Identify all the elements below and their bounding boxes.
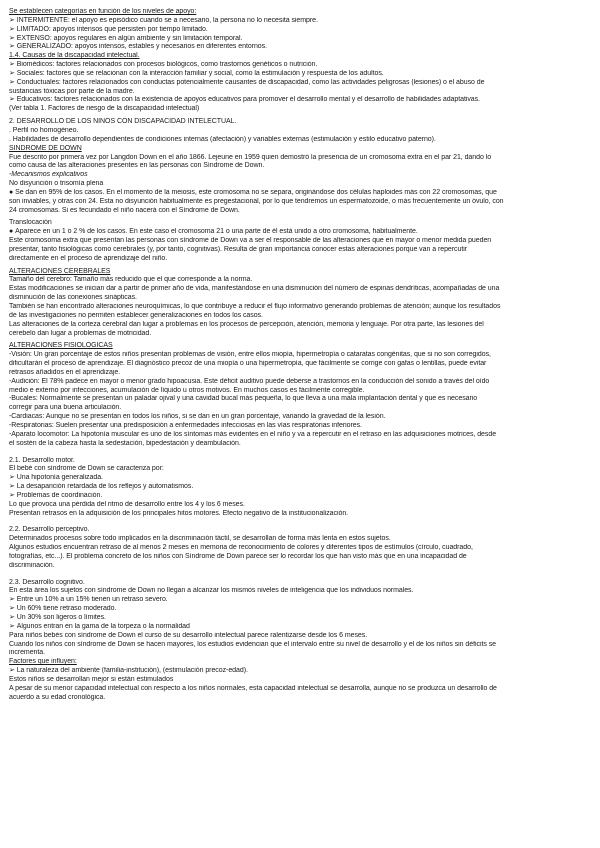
text-line: fotografías, etc...). El problema concreto de los niños con Síndrome de Down parece ser lo recordar los que han visto más que en una incapacidad de	[9, 552, 467, 560]
text-line: dificultarán el proceso de aprendizaje. El diagnóstico precoz de una miopía o una hipermetropía, que fácilmente se corrige con gafas o lentillas, puede evitar	[9, 360, 487, 368]
arrow-bullet-item: ➢ Conductuales: factores relacionados con conductas potencialmente causantes de discapacidad, como las actividades peligrosas (lesiones) o el abuso de	[9, 79, 591, 88]
text-line: discriminación.	[9, 561, 55, 569]
text-line: 24 cromosomas. Si es fecundado el niño nacerá con el Síndrome de Down.	[9, 206, 240, 214]
text-line: Algunos estudios encuentran retraso de al menos 2 meses en memoria de reconocimiento de colores y diferentes tipos de estímulos (círculo, cuadrado,	[9, 544, 473, 552]
text-line: En esta área los sujetos con síndrome de Down no llegan a alcanzar los mismos niveles de inteligencia que los individuos normales.	[9, 587, 414, 595]
text-line: Estos niños se desarrollan mejor si están estimulados	[9, 675, 174, 683]
text-line: corregir para una buena articulación.	[9, 404, 122, 412]
section-heading: Se establecen categorías en función de los niveles de apoyo:	[9, 8, 197, 15]
text-line: -Audición: El 78% padece en mayor o menor grado hipoacusia. Este déficit auditivo puede deberse a trastornos en la conducción del sonido a través del oído	[9, 377, 490, 385]
section-heading: 1.4. Causas de la discapacidad intelectual.	[9, 52, 140, 60]
text-line: -Cardiacas: Aunque no se presentan en todos los niños, si se dan en un gran porcentaje, variando la gravedad de la lesión.	[9, 413, 386, 421]
text-line: cerebelo dan lugar a problemas de motricidad.	[9, 329, 152, 337]
arrow-bullet-item: ➢ Problemas de coordinación.	[9, 492, 591, 501]
text-line: presentar, tanto fisiológicas como cerebrales (y, por tanto, cognitivas). Resulta de gran importancia conocer estas alteraciones porque van a repercutir	[9, 245, 468, 253]
text-line: 2.3. Desarrollo cognitivo.	[9, 578, 85, 586]
section-heading: ALTERACIONES CEREBRALES	[9, 267, 111, 275]
section-heading: Factores que influyen:	[9, 658, 77, 666]
section-heading: SÍNDROME DE DOWN	[9, 144, 82, 152]
text-line: Tamaño del cerebro: Tamaño más reducido que el que corresponde a la norma.	[9, 276, 253, 284]
arrow-bullet-item: ➢ Entre un 10% a un 15% tienen un retraso severo.	[9, 596, 591, 605]
text-line: El bebé con síndrome de Down se caracteriza por:	[9, 465, 164, 473]
text-line: A pesar de su menor capacidad intelectual con respecto a los niños normales, esta capacidad intelectual se desarrolla, aunque no se produzca un desarrollo de	[9, 684, 497, 692]
text-line: Lo que provoca una pérdida del ritmo de desarrollo entre los 4 y los 6 meses.	[9, 500, 245, 508]
arrow-bullet-item: ➢ La desaparición retardada de los reflejos y automatismos.	[9, 483, 591, 492]
text-line: . Perfil no homogéneo.	[9, 126, 79, 134]
arrow-bullet-item: ➢ Un 30% son ligeros o límites.	[9, 614, 591, 623]
text-line: -Visión: Un gran porcentaje de estos niños presentan problemas de visión, entre ellos miopía, hipermetropía o cataratas congénitas, que si no son corregidos,	[9, 351, 491, 359]
text-line: Fue descrito por primera vez por Langdon Down en el año 1866. Lejeune en 1959 quien demostró la presencia de un cromosoma extra en el par 21, dando lo	[9, 153, 492, 161]
text-line: Estas modificaciones se inician dar a partir de primer año de vida, manifestándose en una disminución del número de espinas dendríticas, acompañadas de una	[9, 285, 500, 293]
arrow-bullet-item: ➢ EXTENSO: apoyos regulares en algún ambiente y sin limitación temporal.	[9, 35, 591, 44]
section-heading: ALTERACIONES FISIOLÓGICAS	[9, 342, 113, 350]
arrow-bullet-item: ➢ Educativos: factores relacionados con la existencia de apoyos educativos para promover el desarrollo mental y el desarrollo de habilidades adaptativas.	[9, 96, 591, 105]
text-line: sustancias tóxicas por parte de la madre.	[9, 87, 135, 95]
text-line: Este cromosoma extra que presentan las personas con síndrome de Down va a ser el responsable de las alteraciones que en mayor o menor medida pueden	[9, 237, 492, 245]
text-line: medio e externo por infecciones, acumulación de líquido u otros motivos. En muchos casos es fácilmente corregible.	[9, 386, 365, 394]
text-line: -Bucales: Normalmente se presentan un paladar ojival y una cavidad bucal más pequeña, lo que lleva a una mala implantación dental y que es necesario	[9, 395, 478, 403]
text-line: acuerdo a su edad cronológica.	[9, 693, 106, 701]
text-line: (Ver tabla 1. Factores de riesgo de la discapacidad intelectual)	[9, 105, 200, 113]
text-line: 2.2. Desarrollo perceptivo.	[9, 526, 90, 534]
text-line: disminución de las conexiones sinápticas.	[9, 294, 137, 302]
text-line: son inviables, y otras con 24. Esta no disyunción habitualmente es pregestacional, por lo que tendremos un espermatozoide, o más frecuentemente un óvulo, con	[9, 197, 504, 205]
text-line: También se han encontrado alteraciones neuroquímicas, lo que contribuye a reducir el flujo informativo generando problemas de atención; aunque los resultados	[9, 303, 501, 310]
text-line: -Respiratorias: Suelen presentar una predisposición a enfermedades infecciosas en las vías respiratorias inferiores.	[9, 421, 362, 429]
arrow-bullet-item: ➢ LIMITADO: apoyos intensos que persisten por tiempo limitado.	[9, 26, 591, 35]
text-line: -Aparato locomotor: La hipotonía muscular es uno de los síntomas más evidentes en el niño y va a repercutir en el retraso en las adquisiciones motrices, desde	[9, 430, 497, 438]
text-line: retrasos añadidos en el aprendizaje.	[9, 368, 121, 376]
text-line: de las investigaciones no permiten establecer generalizaciones en todos los casos.	[9, 311, 263, 319]
bullet-item: ● Se dan en 95% de los casos. En el momento de la meiosis, este cromosoma no se separa, originándose dos células haploides más con 22 cromosomas, que	[9, 189, 591, 198]
text-line: . Habilidades de desarrollo dependientes de condiciones internas (afectación) y variables externas (estimulación y estilo educativo paterno).	[9, 135, 436, 143]
arrow-bullet-item: ➢ Un 60% tiene retraso moderado.	[9, 605, 591, 614]
text-line: Determinados procesos sobre todo implicados en la discriminación táctil, se desarrollan de forma más lenta en estos sujetos.	[9, 535, 391, 543]
arrow-bullet-item: ➢ La naturaleza del ambiente (familia-institución), (estimulación precoz-edad).	[9, 667, 591, 676]
text-line: Presentan retrasos en la adquisición de los principales hitos motores. Efecto negativo de la institucionalización.	[9, 509, 349, 517]
text-line: 2.1. Desarrollo motor.	[9, 456, 75, 464]
arrow-bullet-item: ➢ Algunos entran en la gama de la torpeza o la normalidad	[9, 623, 591, 632]
arrow-bullet-item: ➢ GENERALIZADO: apoyos intensos, estables y necesarios en diferentes entornos.	[9, 43, 591, 52]
bullet-item: ● Aparece en un 1 o 2 % de los casos. En este caso el cromosoma 21 o una parte de él está unido a otro cromosoma, habitualmente.	[9, 228, 591, 237]
text-line: Las alteraciones de la corteza cerebral dan lugar a problemas en los procesos de percepción, atención, memoria y lenguaje. Por otra parte, las lesiones del	[9, 320, 484, 328]
text-line: Para niños bebés con síndrome de Down el curso de su desarrollo intelectual parece ralentizarse desde los 6 meses.	[9, 631, 368, 639]
text-line: como causa de las alteraciones presentes en las personas con Síndrome de Down.	[9, 162, 265, 170]
arrow-bullet-item: ➢ Sociales: factores que se relacionan con la interacción familiar y social, como la estimulación y respuesta de los adultos.	[9, 70, 591, 79]
text-line: incrementa.	[9, 649, 46, 657]
text-line: 2. DESARROLLO DE LOS NIÑOS CON DISCAPACIDAD INTELECTUAL.	[9, 118, 237, 126]
text-line: directamente en el proceso de aprendizaje del niño.	[9, 254, 168, 262]
arrow-bullet-item: ➢ INTERMITENTE: el apoyo es episódico cuando se a necesario, la persona no lo necesita siempre.	[9, 17, 591, 26]
arrow-bullet-item: ➢ Una hipotonía generalizada.	[9, 474, 591, 483]
arrow-bullet-item: ➢ Biomédicos: factores relacionados con procesos biológicos, como trastornos genéticos o nutrición.	[9, 61, 591, 70]
text-line: Cuando los niños con síndrome de Down se hacen mayores, los estudios evidencian que el intervalo entre su nivel de desarrollo y el de los niños sin déficits se	[9, 640, 496, 648]
text-line: Translocación	[9, 219, 52, 227]
text-line: el sostén de la cabeza hasta la sedestación, bipedestación y deambulación.	[9, 439, 241, 447]
text-line: No disyunción o trisomía plena	[9, 180, 104, 188]
text-line: -Mecanismos explicativos	[9, 171, 88, 179]
